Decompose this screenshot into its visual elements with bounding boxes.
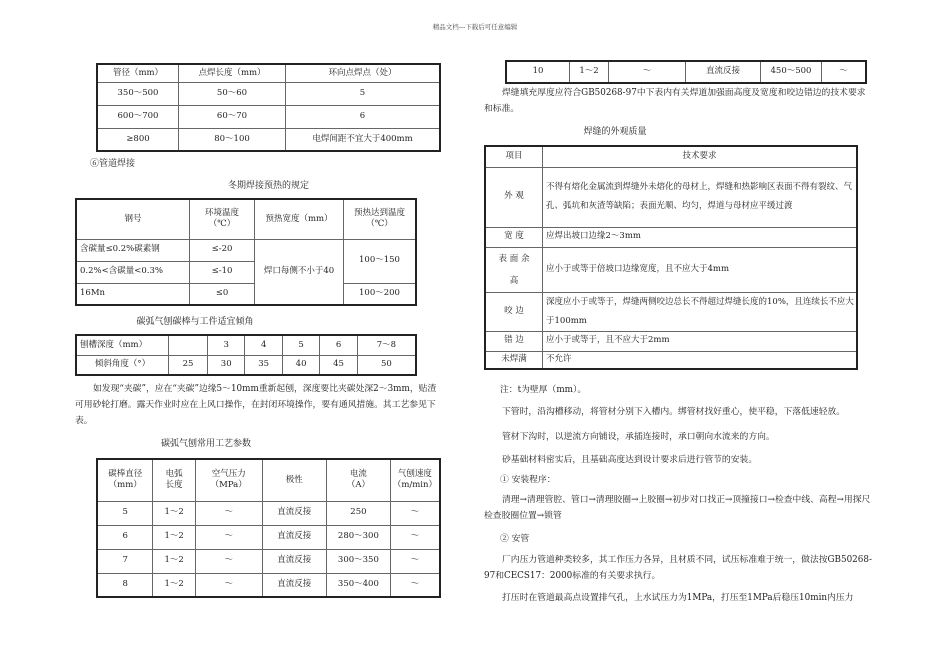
cell: 600～700: [97, 105, 179, 128]
col-pipe-dia: 管径（mm）: [97, 64, 179, 82]
paragraph-pipe-direction: 管材下沟时，以逆流方向铺设，承插连接时，承口朝向水流来的方向。: [502, 432, 775, 442]
cell: 40: [282, 355, 319, 375]
cell: 宽 度: [485, 227, 543, 247]
cell: 不允许: [543, 351, 858, 369]
col-rod-dia: [97, 459, 153, 501]
spot-weld-table: [96, 63, 441, 152]
cell: 30: [208, 355, 245, 375]
cell: 1～2: [570, 61, 609, 83]
cell: ≤0: [190, 283, 255, 305]
cell: 1～2: [153, 501, 195, 525]
cell: 电焊间距不宜大于400mm: [286, 128, 441, 151]
table-row: [485, 331, 857, 351]
cell: 直流反接: [262, 525, 326, 549]
cell: 直流反接: [686, 61, 761, 83]
col-current-line1: 电流: [349, 468, 367, 479]
cell: 6: [320, 335, 357, 355]
col-polarity: 极性: [262, 459, 326, 501]
section-pipe-laying: ② 安管: [500, 534, 530, 544]
col-air-pressure: [195, 459, 262, 501]
cell: 6: [286, 105, 441, 128]
cell: 4: [245, 335, 282, 355]
cell: ≥800: [97, 128, 179, 151]
col-preheat-temp: [344, 199, 417, 239]
cell: 80～100: [179, 128, 286, 151]
cell: ～: [390, 525, 440, 549]
col-gouge-speed: [390, 459, 440, 501]
cell: 直流反接: [262, 573, 326, 597]
cell: ～: [195, 573, 262, 597]
table-row: [97, 501, 440, 525]
paragraph-foundation: 砂基础材料密实后，且基础高度达到设计要求后进行管节的安装。: [502, 455, 758, 465]
table-row: [485, 247, 857, 292]
col-arc-length-line1: 电弧: [165, 468, 183, 479]
cell: ～: [390, 573, 440, 597]
cell: 1～2: [153, 573, 195, 597]
col-env-temp-line2: （℃）: [208, 219, 236, 230]
paragraph-install-steps: 清理→清理管腔、管口→清理胶圈→上胶圈→初步对口找正→顶撞接口→检查中线、高程→用探尺检查胶圈位置→锁管: [484, 495, 871, 521]
col-steel-grade: 钢号: [76, 199, 190, 239]
col-current: [326, 459, 390, 501]
gouging-angle-title: 碳弧气刨碳棒与工件适宜倾角: [136, 317, 254, 327]
cell: 刨槽深度（mm）: [76, 335, 169, 355]
cell: 50: [357, 355, 416, 375]
table-row: [97, 525, 440, 549]
cell: 外 观: [485, 167, 543, 227]
cell: 5: [97, 501, 153, 525]
cell: 45: [320, 355, 357, 375]
table-row: [485, 292, 857, 331]
section-install-procedure: ① 安装程序：: [500, 475, 556, 485]
table-row: [76, 335, 416, 355]
cell: 25: [169, 355, 208, 375]
table-row: [485, 227, 857, 247]
cell: 3: [208, 335, 245, 355]
preheat-table-title: 冬期焊接预热的规定: [227, 181, 309, 191]
cell: ≤-20: [190, 239, 255, 261]
cell: 450～500: [761, 61, 822, 83]
cell: 250: [326, 501, 390, 525]
gouging-angle-table: [75, 334, 417, 376]
cell: 应小于或等于倍坡口边缘宽度，且不应大于4mm: [543, 247, 858, 292]
col-air-pressure-line1: 空气压力: [211, 468, 246, 479]
col-preheat-temp-line1: 预热达到温度: [353, 207, 405, 218]
table-row: [97, 82, 440, 105]
col-env-temp-line1: 环境温度: [204, 207, 239, 218]
cell: 100～150: [344, 239, 417, 283]
table-row: [485, 167, 857, 227]
col-preheat-temp-line2: （℃）: [366, 219, 393, 230]
cell: 5: [282, 335, 319, 355]
table-row: [485, 351, 857, 369]
cell: 35: [245, 355, 282, 375]
cell: 100～200: [344, 283, 417, 305]
cell: 焊口每侧不小于40: [255, 239, 344, 305]
cell: 错 边: [485, 331, 543, 351]
cell: 应小于或等于，且不应大于2mm: [543, 331, 858, 351]
col-arc-length: [153, 459, 195, 501]
paragraph-pressure-test: 打压时在管道最高点设置排气孔，上水试压力为1MPa，打压至1MPa后稳压10min内压力: [502, 593, 854, 603]
paragraph-lowering-pipe: 下管时，沿沟槽移动，将管材分别下入槽内。绑管材找好重心，使平稳，下落低速轻放。: [502, 407, 846, 417]
col-gouge-speed-line1: 气刨速度: [397, 468, 432, 479]
cell: 1～2: [153, 525, 195, 549]
cell: 10: [506, 61, 570, 83]
table-row: [76, 239, 416, 261]
cell: 7～8: [357, 335, 416, 355]
note-wall-thickness: 注：t为壁厚（mm）。: [500, 385, 587, 395]
weld-appearance-title: 焊缝的外观质量: [583, 127, 647, 137]
preheat-table: [75, 198, 417, 306]
cell: ～: [195, 501, 262, 525]
cell: 直流反接: [262, 549, 326, 573]
col-weld-length: 点焊长度（mm）: [179, 64, 286, 82]
col-current-line2: （A）: [346, 480, 370, 491]
cell: ～: [390, 549, 440, 573]
cell: 6: [97, 525, 153, 549]
cell: 60～70: [179, 105, 286, 128]
col-ring-points: 环向点焊点（处）: [286, 64, 441, 82]
cell: 咬 边: [485, 292, 543, 331]
table-row: [97, 128, 440, 151]
cell: 1～2: [153, 549, 195, 573]
table-row: [76, 283, 416, 305]
table-row: [506, 61, 866, 83]
cell: 5: [286, 82, 441, 105]
col-preheat-width: 预热宽度（mm）: [255, 199, 344, 239]
col-arc-length-line2: 长度: [165, 480, 183, 491]
col-rod-dia-line2: （mm）: [108, 480, 142, 491]
cell: 含碳量≤0.2%碳素钢: [76, 239, 190, 261]
cell: 直流反接: [262, 501, 326, 525]
paragraph-pressure-standard: 厂内压力管道种类较多，其工作压力各异，且材质不同，试压标准难于统一，做法按GB50268-97和CECS17：2000标准的有关要求执行。: [484, 555, 872, 581]
cell: 280～300: [326, 525, 390, 549]
cell: 表 面 余 高: [485, 247, 543, 292]
cell: ～: [195, 549, 262, 573]
gouging-params-continued: [505, 60, 867, 84]
col-gouge-speed-line2: （m/min）: [392, 480, 437, 491]
paragraph-clamp-carbon: 如发现“夹碳”，应在“夹碳”边缘5～10mm重新起刨，深度要比夹碳处深2～3mm，贴渣可用砂轮打磨。露天作业时应在上风口操作，在封闭环境操作，要有通风措施。其工艺参见下表。: [75, 384, 437, 426]
cell: 不得有熔化金属流到焊缝外未熔化的母材上，焊缝和热影响区表面不得有裂纹、气孔、弧坑和灰渣等缺陷；表面光顺、均匀，焊道与母材应平缓过渡: [543, 167, 858, 227]
table-row: [76, 355, 416, 375]
cell: 未焊满: [485, 351, 543, 369]
cell: ≤-10: [190, 261, 255, 283]
col-air-pressure-line2: （MPa）: [210, 480, 247, 491]
gouging-params-table: [96, 458, 441, 598]
col-env-temp: [190, 199, 255, 239]
cell: 50～60: [179, 82, 286, 105]
cell: 深度应小于或等于，焊缝两侧咬边总长不得超过焊缝长度的10%，且连续长不应大于100mm: [543, 292, 858, 331]
cell: 350～500: [97, 82, 179, 105]
cell: ～: [195, 525, 262, 549]
section-pipe-welding: ⑥管道焊接: [90, 159, 136, 169]
cell: 7: [97, 549, 153, 573]
page-header: 精品文档---下载后可任意编辑: [432, 23, 518, 31]
cell: 300～350: [326, 549, 390, 573]
cell: 350～400: [326, 573, 390, 597]
cell: 应焊出坡口边缘2～3mm: [543, 227, 858, 247]
cell: [169, 335, 208, 355]
col-rod-dia-line1: 碳棒直径: [108, 468, 143, 479]
cell: ～: [822, 61, 867, 83]
cell: 0.2%<含碳量<0.3%: [76, 261, 190, 283]
cell: ～: [609, 61, 686, 83]
cell: 8: [97, 573, 153, 597]
col-requirement: 技术要求: [543, 146, 858, 167]
weld-appearance-table: [484, 145, 858, 370]
table-row: [97, 573, 440, 597]
table-row: [97, 549, 440, 573]
col-item: 项目: [485, 146, 543, 167]
table-row: [97, 105, 440, 128]
paragraph-weld-fill: 焊缝填充厚度应符合GB50268-97中下表内有关焊道加强面高度及宽度和咬边错边的技术要求和标准。: [484, 88, 866, 114]
gouging-params-title: 碳弧气刨常用工艺参数: [160, 439, 251, 449]
cell: 倾斜角度（°）: [76, 355, 169, 375]
cell: ～: [390, 501, 440, 525]
cell: 16Mn: [76, 283, 190, 305]
